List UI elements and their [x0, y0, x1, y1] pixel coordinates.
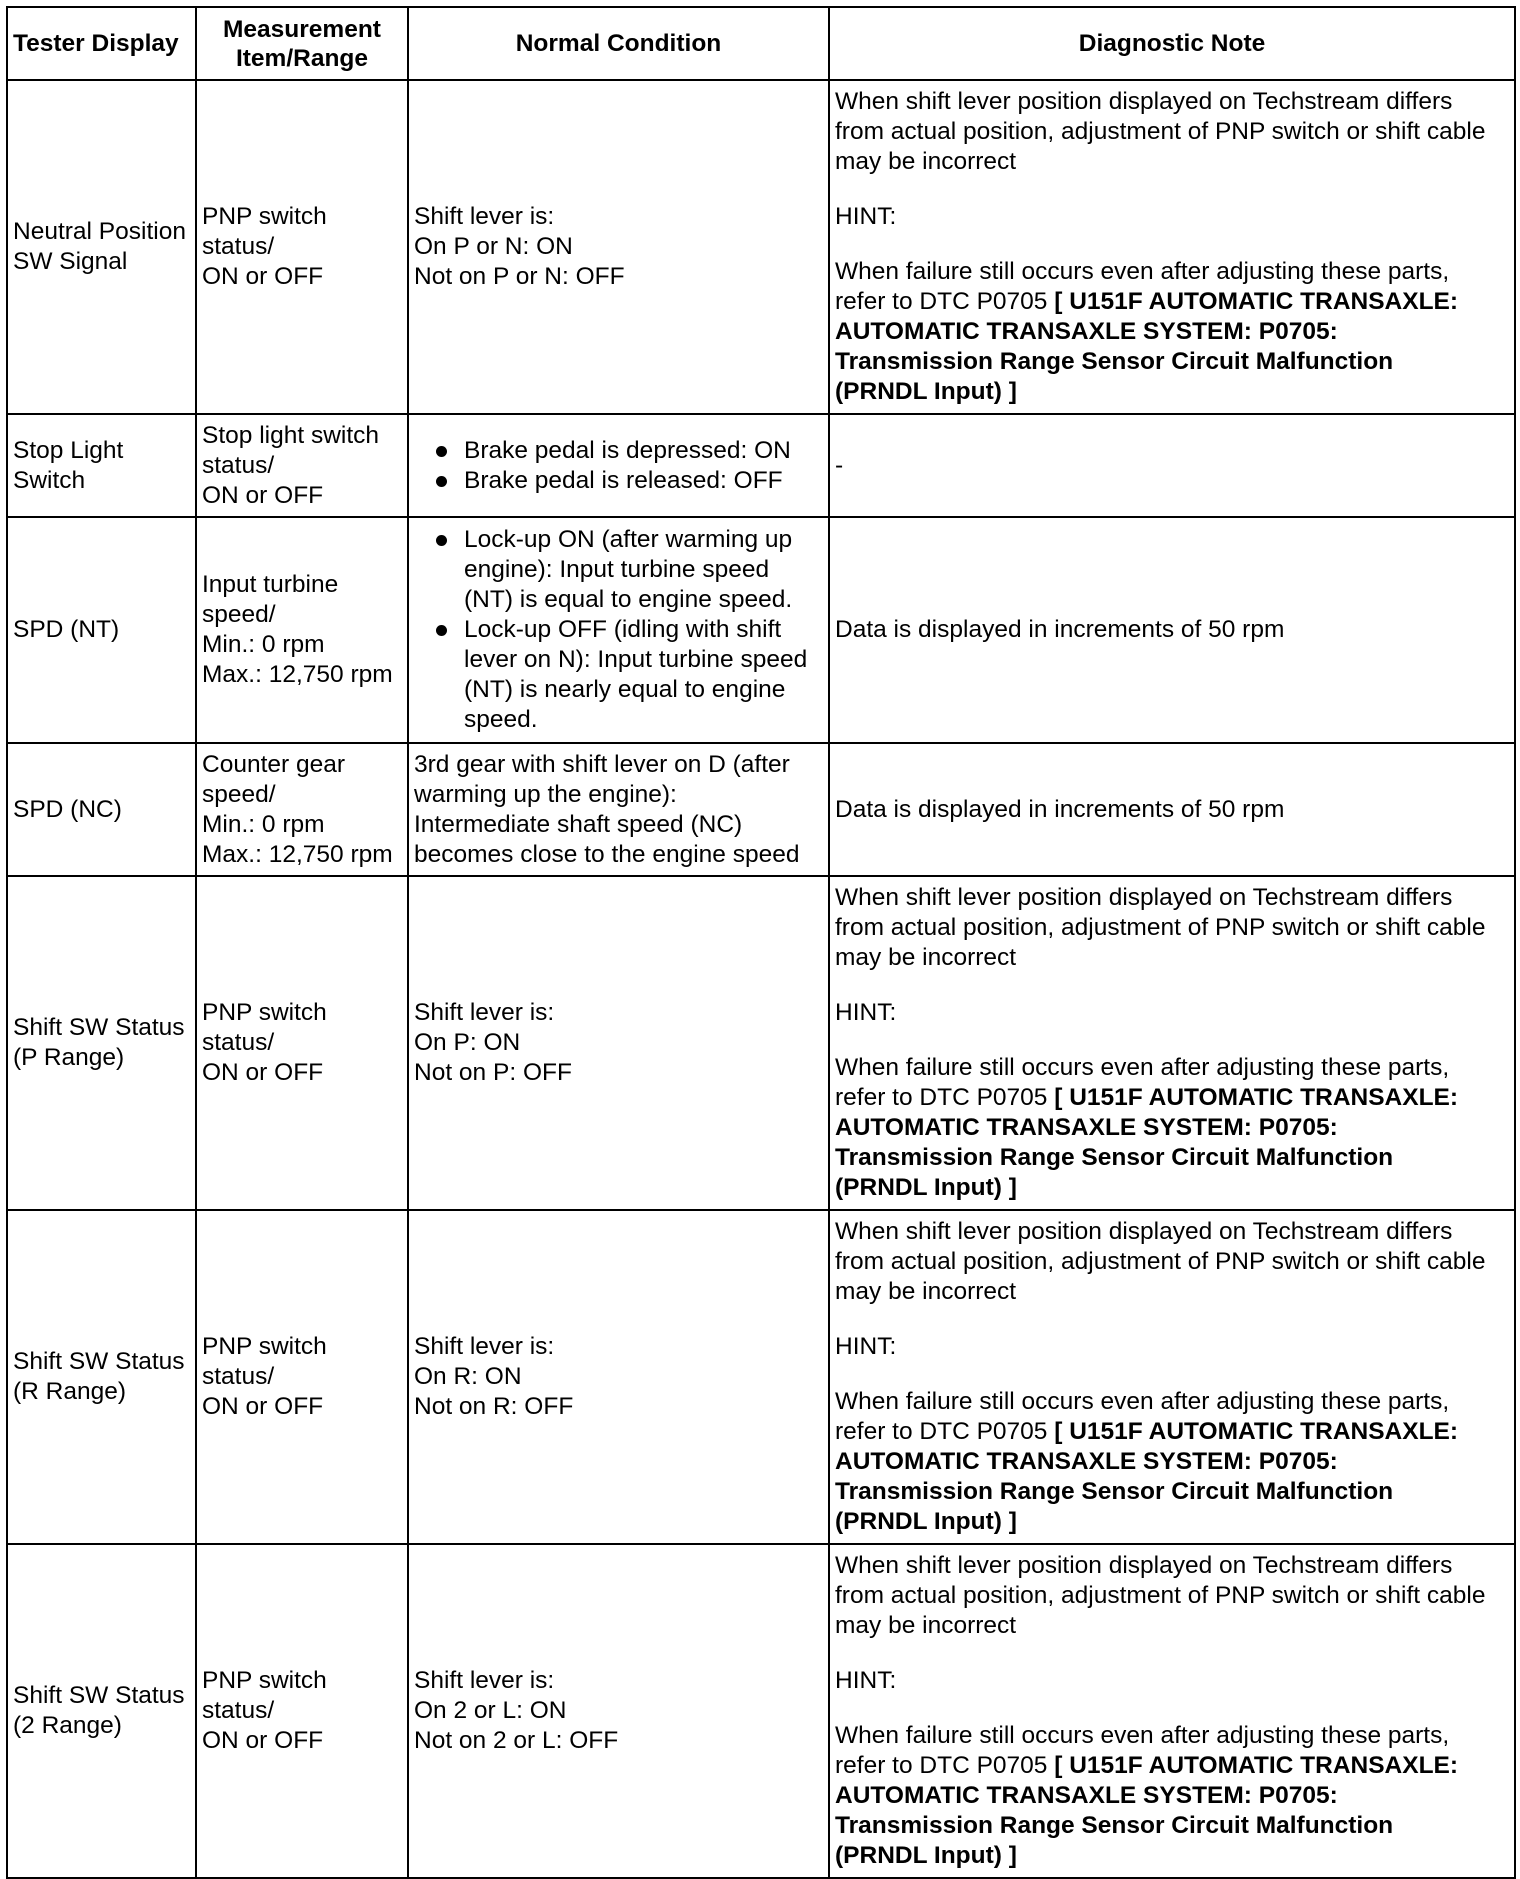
cell-diagnostic-note: -	[829, 414, 1515, 517]
cell-line: On 2 or L: ON	[414, 1697, 567, 1724]
cell-line: status/	[202, 233, 275, 260]
bullet-text: (NT) is equal to engine speed.	[464, 586, 793, 613]
cell-line: Not on P: OFF	[414, 1059, 572, 1086]
cell-line: Stop light switch	[202, 421, 380, 449]
dtc-link[interactable]: (PRNDL Input) ]	[835, 1508, 1017, 1535]
data-list-table	[6, 6, 1516, 1879]
cell-line: status/	[202, 1029, 275, 1056]
cell-line: (R Range)	[13, 1378, 127, 1405]
cell-line: PNP switch	[202, 1333, 327, 1360]
dtc-link[interactable]: [ U151F AUTOMATIC TRANSAXLE:	[1054, 1084, 1459, 1111]
list-item	[430, 525, 823, 615]
cell-line: SW Signal	[13, 248, 128, 275]
cell-line: Stop Light	[13, 436, 124, 464]
dtc-link[interactable]: (PRNDL Input) ]	[835, 1842, 1017, 1869]
cell-line: Counter gear	[202, 750, 346, 778]
cell-tester-display	[7, 414, 196, 517]
header-measurement-line2: Item/Range	[235, 44, 369, 72]
hint-label: HINT:	[835, 1667, 897, 1694]
cell-diagnostic-note	[829, 80, 1515, 414]
cell-normal-condition	[408, 876, 829, 1210]
table-row	[7, 1544, 1515, 1878]
cell-line: ON or OFF	[202, 1393, 324, 1420]
cell-line: Intermediate shaft speed (NC)	[414, 810, 743, 838]
cell-line: When shift lever position displayed on Techstream differs	[835, 1552, 1453, 1579]
header-measurement-line1: Measurement	[223, 15, 381, 43]
cell-normal-condition	[408, 1210, 829, 1544]
cell-line: PNP switch	[202, 203, 327, 230]
cell-line: may be incorrect	[835, 944, 1017, 971]
cell-line: warming up the engine):	[414, 780, 677, 808]
cell-line: On P: ON	[414, 1029, 521, 1056]
hint-label: HINT:	[835, 203, 897, 230]
cell-diagnostic-note	[829, 876, 1515, 1210]
table-row	[7, 517, 1515, 743]
header-tester-display: Tester Display	[7, 7, 196, 80]
cell-measurement	[196, 80, 408, 414]
dtc-link[interactable]: Transmission Range Sensor Circuit Malfunction	[835, 1478, 1394, 1505]
cell-line: Neutral Position	[13, 218, 186, 245]
bullet-icon	[436, 446, 447, 457]
dtc-reference-line	[835, 1417, 1509, 1447]
cell-tester-display	[7, 517, 196, 743]
table-row	[7, 743, 1515, 876]
cell-line: (2 Range)	[13, 1712, 122, 1739]
cell-measurement	[196, 876, 408, 1210]
table-header-row	[7, 7, 1515, 80]
dtc-reference-line	[835, 1083, 1509, 1113]
cell-diagnostic-note	[829, 1210, 1515, 1544]
cell-normal-condition	[408, 1544, 829, 1878]
dtc-link[interactable]: AUTOMATIC TRANSAXLE SYSTEM: P0705:	[835, 1114, 1338, 1141]
list-item	[430, 466, 823, 496]
dtc-reference-line	[835, 287, 1509, 317]
bullet-icon	[436, 625, 447, 636]
cell-normal-condition	[408, 743, 829, 876]
cell-line: from actual position, adjustment of PNP switch or shift cable	[835, 1582, 1486, 1609]
bullet-text: lever on N): Input turbine speed	[464, 646, 808, 673]
cell-normal-condition	[408, 80, 829, 414]
cell-tester-display	[7, 1544, 196, 1878]
cell-tester-display	[7, 876, 196, 1210]
dtc-reference-line	[835, 1751, 1509, 1781]
dtc-link[interactable]: [ U151F AUTOMATIC TRANSAXLE:	[1054, 1752, 1459, 1779]
cell-line: ON or OFF	[202, 263, 324, 290]
cell-tester-display	[7, 1210, 196, 1544]
cell-line: from actual position, adjustment of PNP switch or shift cable	[835, 1248, 1486, 1275]
cell-line: Not on 2 or L: OFF	[414, 1727, 619, 1754]
dtc-link[interactable]: AUTOMATIC TRANSAXLE SYSTEM: P0705:	[835, 1782, 1338, 1809]
dtc-link[interactable]: (PRNDL Input) ]	[835, 378, 1017, 405]
cell-line: Shift lever is:	[414, 1667, 555, 1694]
table-row	[7, 1210, 1515, 1544]
cell-line: Not on P or N: OFF	[414, 263, 625, 290]
dtc-reference-text: refer to DTC P0705	[835, 1084, 1055, 1111]
cell-line: PNP switch	[202, 1667, 327, 1694]
cell-line: When shift lever position displayed on Techstream differs	[835, 1218, 1453, 1245]
cell-line: On R: ON	[414, 1363, 522, 1390]
bullet-list	[414, 525, 823, 735]
list-item	[430, 436, 823, 466]
cell-line: may be incorrect	[835, 1278, 1017, 1305]
bullet-text: Lock-up ON (after warming up	[464, 526, 793, 553]
cell-line: Shift SW Status	[13, 1348, 185, 1375]
cell-line: When failure still occurs even after adjusting these parts,	[835, 1722, 1450, 1749]
bullet-text: (NT) is nearly equal to engine	[464, 676, 786, 703]
cell-line: may be incorrect	[835, 148, 1017, 175]
cell-line: When failure still occurs even after adjusting these parts,	[835, 1388, 1450, 1415]
table-row	[7, 876, 1515, 1210]
cell-line: When failure still occurs even after adjusting these parts,	[835, 258, 1450, 285]
cell-measurement	[196, 517, 408, 743]
cell-line: On P or N: ON	[414, 233, 573, 260]
cell-line: Shift lever is:	[414, 999, 555, 1026]
dtc-link[interactable]: AUTOMATIC TRANSAXLE SYSTEM: P0705:	[835, 318, 1338, 345]
cell-line: ON or OFF	[202, 1727, 324, 1754]
cell-diagnostic-note: Data is displayed in increments of 50 rpm	[829, 517, 1515, 743]
bullet-icon	[436, 476, 447, 487]
cell-line: Switch	[13, 466, 86, 494]
cell-line: becomes close to the engine speed	[414, 840, 800, 868]
cell-tester-display	[7, 743, 196, 876]
header-diagnostic-note: Diagnostic Note	[829, 7, 1515, 80]
cell-line: Min.: 0 rpm	[202, 810, 325, 838]
header-measurement-item	[196, 7, 408, 80]
cell-line: Shift lever is:	[414, 1333, 555, 1360]
cell-line: Max.: 12,750 rpm	[202, 840, 393, 868]
dtc-link[interactable]: AUTOMATIC TRANSAXLE SYSTEM: P0705:	[835, 1448, 1338, 1475]
cell-line: Not on R: OFF	[414, 1393, 574, 1420]
dtc-link[interactable]: [ U151F AUTOMATIC TRANSAXLE:	[1054, 288, 1459, 315]
table-row	[7, 80, 1515, 414]
dtc-reference-text: refer to DTC P0705	[835, 1752, 1055, 1779]
bullet-list	[414, 436, 823, 496]
cell-line: from actual position, adjustment of PNP switch or shift cable	[835, 914, 1486, 941]
cell-line: may be incorrect	[835, 1612, 1017, 1639]
cell-line: Max.: 12,750 rpm	[202, 661, 393, 688]
dtc-link[interactable]: Transmission Range Sensor Circuit Malfunction	[835, 1144, 1394, 1171]
cell-diagnostic-note	[829, 1544, 1515, 1878]
cell-normal-condition	[408, 517, 829, 743]
cell-line: status/	[202, 1363, 275, 1390]
dtc-link[interactable]: [ U151F AUTOMATIC TRANSAXLE:	[1054, 1418, 1459, 1445]
cell-line: (P Range)	[13, 1044, 125, 1071]
dtc-link[interactable]: Transmission Range Sensor Circuit Malfunction	[835, 348, 1394, 375]
table-row	[7, 414, 1515, 517]
cell-line: SPD (NT)	[13, 616, 120, 643]
cell-line: Input turbine	[202, 571, 339, 598]
cell-line: PNP switch	[202, 999, 327, 1026]
dtc-link[interactable]: Transmission Range Sensor Circuit Malfunction	[835, 1812, 1394, 1839]
dtc-reference-text: refer to DTC P0705	[835, 288, 1055, 315]
cell-diagnostic-note: Data is displayed in increments of 50 rpm	[829, 743, 1515, 876]
bullet-text: Brake pedal is depressed: ON	[464, 436, 791, 464]
cell-normal-condition	[408, 414, 829, 517]
list-item	[430, 615, 823, 735]
cell-line: When shift lever position displayed on Techstream differs	[835, 884, 1453, 911]
bullet-icon	[436, 535, 447, 546]
cell-line: speed/	[202, 780, 276, 808]
cell-line: Shift SW Status	[13, 1682, 185, 1709]
cell-measurement	[196, 743, 408, 876]
cell-line: speed/	[202, 601, 276, 628]
cell-line: SPD (NC)	[13, 795, 122, 823]
cell-line: Min.: 0 rpm	[202, 631, 325, 658]
cell-line: ON or OFF	[202, 481, 324, 509]
dtc-link[interactable]: (PRNDL Input) ]	[835, 1174, 1017, 1201]
cell-line: When failure still occurs even after adjusting these parts,	[835, 1054, 1450, 1081]
cell-line: Shift SW Status	[13, 1014, 185, 1041]
cell-measurement	[196, 414, 408, 517]
dtc-reference-text: refer to DTC P0705	[835, 1418, 1055, 1445]
cell-line: status/	[202, 1697, 275, 1724]
cell-line: ON or OFF	[202, 1059, 324, 1086]
hint-label: HINT:	[835, 1333, 897, 1360]
cell-measurement	[196, 1544, 408, 1878]
bullet-text: Brake pedal is released: OFF	[464, 466, 783, 494]
bullet-text: Lock-up OFF (idling with shift	[464, 616, 782, 643]
hint-label: HINT:	[835, 999, 897, 1026]
cell-line: Shift lever is:	[414, 203, 555, 230]
cell-line: status/	[202, 451, 275, 479]
cell-measurement	[196, 1210, 408, 1544]
cell-line: 3rd gear with shift lever on D (after	[414, 750, 790, 778]
cell-line: When shift lever position displayed on Techstream differs	[835, 88, 1453, 115]
cell-line: from actual position, adjustment of PNP switch or shift cable	[835, 118, 1486, 145]
bullet-text: engine): Input turbine speed	[464, 556, 770, 583]
bullet-text: speed.	[464, 706, 538, 733]
cell-tester-display	[7, 80, 196, 414]
header-normal-condition: Normal Condition	[408, 7, 829, 80]
